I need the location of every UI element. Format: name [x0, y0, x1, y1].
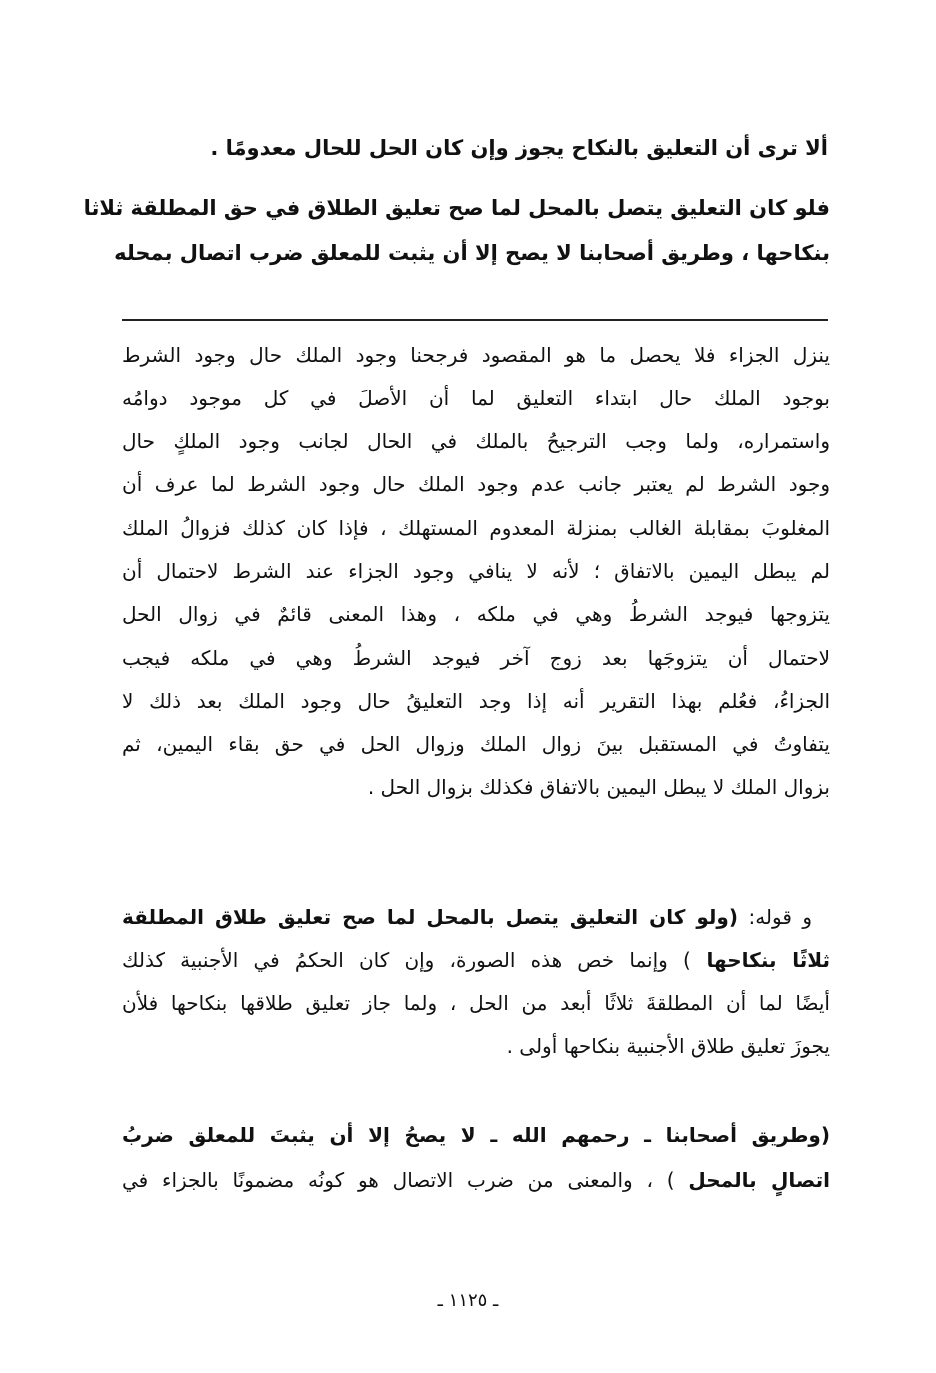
footnote-separator-rule	[122, 319, 828, 321]
commentary-line: بوجود الملك حال ابتداء التعليق لما أن الأصلَ في كل موجود دوامُه	[122, 386, 830, 410]
commentary-line	[122, 945, 830, 975]
commentary-line: وجود الشرط لم يعتبر جانب عدم وجود الملك حال وجود الشرط لما عرف أن	[122, 472, 830, 496]
main-text-line: بنكاحها ، وطريق أصحابنا لا يصح إلا أن يثبت للمعلق ضرب اتصال بمحله	[114, 241, 830, 265]
commentary-line: لم يبطل اليمين بالاتفاق ؛ لأنه لا ينافي وجود الجزاء عند الشرط لاحتمال أن	[122, 559, 830, 583]
commentary-line: واستمراره، ولما وجب الترجيحُ بالملك في الحال لجانب وجود الملكٍ حال	[122, 429, 830, 453]
commentary-text: ) وإنما خص هذه الصورة، وإن كان الحكمُ في الأجنبية كذلك	[122, 948, 691, 972]
commentary-line	[122, 902, 812, 932]
commentary-line: بزوال الملك لا يبطل اليمين بالاتفاق فكذلك بزوال الحل .	[367, 775, 830, 799]
quoted-text: (ولو كان التعليق يتصل بالمحل لما صح تعليق طلاق المطلقة	[122, 905, 739, 929]
quote-lead: و قوله:	[738, 905, 812, 929]
commentary-line: أيضًا لما أن المطلقةَ ثلاثًا أبعد من الحل ، ولما جاز تعليق طلاقها بنكاحها فلأن	[122, 991, 830, 1015]
page-number: ـ ١١٢٥ ـ	[437, 1290, 499, 1311]
main-text-line: فلو كان التعليق يتصل بالمحل لما صح تعليق الطلاق في حق المطلقة ثلاثا	[83, 196, 830, 220]
commentary-line: لاحتمال أن يتزوجَها بعد زوج آخر فيوجد الشرطُ وهي في ملكه فيجب	[122, 646, 830, 670]
commentary-line: (وطريق أصحابنا ـ رحمهم الله ـ لا يصحُ إلا أن يثبتَ للمعلق ضربُ	[122, 1123, 830, 1147]
quoted-text: اتصالٍ بالمحل	[688, 1168, 830, 1192]
commentary-line: ينزل الجزاء فلا يحصل ما هو المقصود فرجحنا وجود الملك حال وجود الشرط	[122, 343, 830, 367]
commentary-line: يجوزَ تعليق طلاق الأجنبية بنكاحها أولى .	[506, 1034, 830, 1058]
commentary-line: الجزاءُ، فعُلم بهذا التقرير أنه إذا وجد التعليقُ حال وجود الملك بعد ذلك لا	[122, 689, 830, 713]
commentary-line	[122, 1165, 830, 1195]
commentary-text: ) ، والمعنى من ضرب الاتصال هو كونُه مضمونًا بالجزاء في	[122, 1168, 689, 1192]
commentary-line: يتفاوتُ في المستقبل بينَ زوال الملك وزوال الحل في حق بقاء اليمين، ثم	[122, 732, 830, 756]
commentary-line: المغلوبَ بمقابلة الغالب بمنزلة المعدوم المستهلك ، فإذا كان كذلك فزوالُ الملك	[122, 516, 830, 540]
commentary-line: يتزوجها فيوجد الشرطُ وهي في ملكه ، وهذا المعنى قائمٌ في زوال الحل	[122, 602, 830, 626]
main-text-line: ألا ترى أن التعليق بالنكاح يجوز وإن كان الحل للحال معدومًا .	[210, 136, 828, 160]
quoted-text: ثلاثًا بنكاحها	[690, 948, 830, 972]
